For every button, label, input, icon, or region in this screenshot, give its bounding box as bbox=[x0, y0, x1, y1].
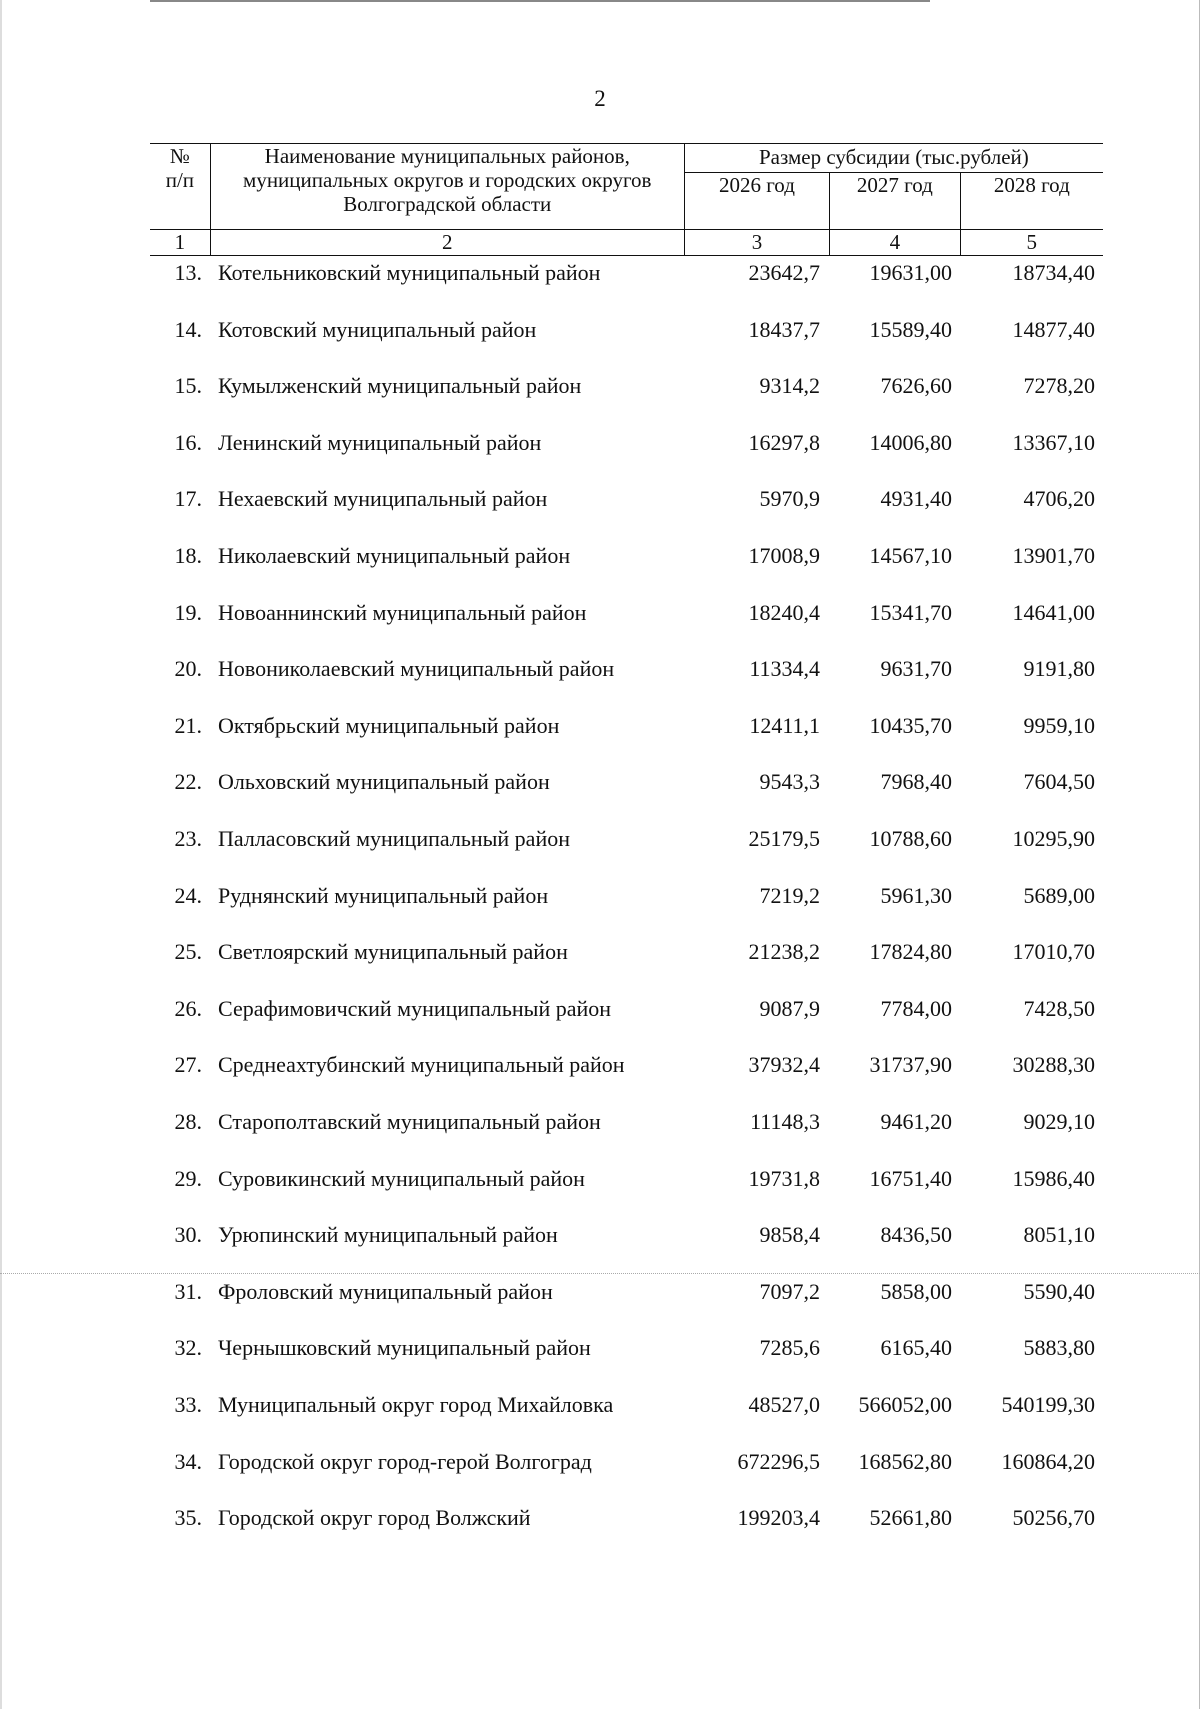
row-value-2028: 18734,40 bbox=[1012, 260, 1095, 285]
row-number: 14. bbox=[174, 317, 202, 342]
row-number: 26. bbox=[174, 996, 202, 1021]
row-value-2027: 10435,70 bbox=[869, 713, 952, 738]
table-row bbox=[0, 1333, 1200, 1363]
row-value-2026: 672296,5 bbox=[737, 1449, 820, 1474]
row-name: Фроловский муниципальный район bbox=[218, 1279, 553, 1304]
row-value-2028: 7604,50 bbox=[1023, 769, 1095, 794]
row-name: Новониколаевский муниципальный район bbox=[218, 656, 615, 681]
row-name: Октябрьский муниципальный район bbox=[218, 713, 560, 738]
row-name: Урюпинский муниципальный район bbox=[218, 1222, 558, 1247]
table-row bbox=[0, 824, 1200, 854]
row-name: Николаевский муниципальный район bbox=[218, 543, 571, 568]
row-value-2028: 5590,40 bbox=[1023, 1279, 1095, 1304]
table-row bbox=[0, 598, 1200, 628]
table-row bbox=[0, 937, 1200, 967]
row-value-2026: 48527,0 bbox=[748, 1392, 820, 1417]
row-name: Серафимовичский муниципальный район bbox=[218, 996, 612, 1021]
table-row bbox=[0, 994, 1200, 1024]
row-value-2027: 7626,60 bbox=[880, 373, 952, 398]
row-number: 15. bbox=[174, 373, 202, 398]
table-row bbox=[0, 1050, 1200, 1080]
header-index: 5 bbox=[960, 230, 1103, 256]
row-value-2028: 14641,00 bbox=[1012, 600, 1095, 625]
row-number: 29. bbox=[174, 1166, 202, 1191]
row-name: Городской округ город Волжский bbox=[218, 1505, 531, 1530]
table-row bbox=[0, 767, 1200, 797]
row-value-2027: 15341,70 bbox=[869, 600, 952, 625]
row-value-2028: 7428,50 bbox=[1023, 996, 1095, 1021]
row-value-2027: 8436,50 bbox=[880, 1222, 952, 1247]
row-value-2028: 9191,80 bbox=[1023, 656, 1095, 681]
row-value-2028: 9959,10 bbox=[1023, 713, 1095, 738]
table-row bbox=[0, 1277, 1200, 1307]
header-col-number: № п/п bbox=[150, 144, 210, 230]
scan-noise-line bbox=[0, 1273, 1200, 1274]
row-name: Палласовский муниципальный район bbox=[218, 826, 570, 851]
row-number: 31. bbox=[174, 1279, 202, 1304]
row-value-2028: 7278,20 bbox=[1023, 373, 1095, 398]
row-value-2028: 10295,90 bbox=[1012, 826, 1095, 851]
table-row bbox=[0, 654, 1200, 684]
row-number: 22. bbox=[174, 769, 202, 794]
row-name: Ленинский муниципальный район bbox=[218, 430, 542, 455]
row-value-2027: 4931,40 bbox=[880, 486, 952, 511]
row-value-2028: 17010,70 bbox=[1012, 939, 1095, 964]
row-number: 17. bbox=[174, 486, 202, 511]
scan-edge bbox=[150, 0, 930, 2]
row-name: Котовский муниципальный район bbox=[218, 317, 537, 342]
row-value-2028: 15986,40 bbox=[1012, 1166, 1095, 1191]
row-value-2027: 31737,90 bbox=[869, 1052, 952, 1077]
header-index: 2 bbox=[210, 230, 684, 256]
row-value-2027: 19631,00 bbox=[869, 260, 952, 285]
table-row bbox=[0, 1164, 1200, 1194]
row-number: 24. bbox=[174, 883, 202, 908]
row-value-2026: 11148,3 bbox=[750, 1109, 820, 1134]
row-value-2026: 25179,5 bbox=[748, 826, 820, 851]
page-number: 2 bbox=[594, 86, 606, 111]
row-name: Городской округ город-герой Волгоград bbox=[218, 1449, 592, 1474]
row-value-2026: 7285,6 bbox=[759, 1335, 820, 1360]
row-value-2027: 17824,80 bbox=[869, 939, 952, 964]
row-name: Среднеахтубинский муниципальный район bbox=[218, 1052, 625, 1077]
row-number: 18. bbox=[174, 543, 202, 568]
row-value-2027: 14006,80 bbox=[869, 430, 952, 455]
row-value-2026: 9543,3 bbox=[759, 769, 820, 794]
row-number: 25. bbox=[174, 939, 202, 964]
row-number: 33. bbox=[174, 1392, 202, 1417]
row-value-2027: 15589,40 bbox=[869, 317, 952, 342]
row-value-2027: 14567,10 bbox=[869, 543, 952, 568]
row-value-2026: 19731,8 bbox=[748, 1166, 820, 1191]
row-value-2026: 16297,8 bbox=[748, 430, 820, 455]
header-subsidy-title: Размер субсидии (тыс.рублей) bbox=[684, 144, 1103, 173]
row-value-2027: 9631,70 bbox=[880, 656, 952, 681]
row-value-2026: 11334,4 bbox=[749, 656, 820, 681]
table-row bbox=[0, 371, 1200, 401]
row-value-2026: 17008,9 bbox=[748, 543, 820, 568]
table-row bbox=[0, 1390, 1200, 1420]
table-header bbox=[150, 143, 1103, 256]
row-name: Ольховский муниципальный район bbox=[218, 769, 550, 794]
row-value-2026: 18437,7 bbox=[748, 317, 820, 342]
table-row bbox=[0, 541, 1200, 571]
header-year-2026: 2026 год bbox=[684, 173, 829, 230]
row-number: 13. bbox=[174, 260, 202, 285]
row-value-2027: 566052,00 bbox=[858, 1392, 952, 1417]
row-name: Руднянский муниципальный район bbox=[218, 883, 549, 908]
row-number: 34. bbox=[174, 1449, 202, 1474]
row-value-2028: 5883,80 bbox=[1023, 1335, 1095, 1360]
row-value-2027: 168562,80 bbox=[858, 1449, 952, 1474]
row-value-2028: 8051,10 bbox=[1023, 1222, 1095, 1247]
row-value-2026: 12411,1 bbox=[749, 713, 820, 738]
row-name: Нехаевский муниципальный район bbox=[218, 486, 548, 511]
row-value-2028: 540199,30 bbox=[1001, 1392, 1095, 1417]
row-value-2028: 30288,30 bbox=[1012, 1052, 1095, 1077]
row-value-2026: 9314,2 bbox=[759, 373, 820, 398]
row-name: Чернышковский муниципальный район bbox=[218, 1335, 591, 1360]
row-value-2026: 9087,9 bbox=[759, 996, 820, 1021]
row-value-2027: 5858,00 bbox=[880, 1279, 952, 1304]
row-value-2028: 13901,70 bbox=[1012, 543, 1095, 568]
row-value-2028: 5689,00 bbox=[1023, 883, 1095, 908]
header-year-2028: 2028 год bbox=[993, 173, 1070, 197]
row-value-2026: 5970,9 bbox=[759, 486, 820, 511]
row-value-2027: 7968,40 bbox=[880, 769, 952, 794]
row-value-2027: 5961,30 bbox=[880, 883, 952, 908]
row-value-2028: 13367,10 bbox=[1012, 430, 1095, 455]
row-value-2026: 199203,4 bbox=[737, 1505, 820, 1530]
table-row bbox=[0, 315, 1200, 345]
row-name: Кумылженский муниципальный район bbox=[218, 373, 582, 398]
row-value-2028: 9029,10 bbox=[1023, 1109, 1095, 1134]
header-index: 4 bbox=[830, 230, 960, 256]
row-value-2026: 7219,2 bbox=[759, 883, 820, 908]
table-row bbox=[0, 484, 1200, 514]
table-row bbox=[0, 881, 1200, 911]
table-row bbox=[0, 1447, 1200, 1477]
row-number: 20. bbox=[174, 656, 202, 681]
header-col-name: Наименование муниципальных районов, муниципальных округов и городских округов Волгоградской области bbox=[210, 144, 684, 230]
row-number: 16. bbox=[174, 430, 202, 455]
row-value-2027: 16751,40 bbox=[869, 1166, 952, 1191]
table-row bbox=[0, 1503, 1200, 1533]
row-number: 21. bbox=[174, 713, 202, 738]
row-number: 28. bbox=[174, 1109, 202, 1134]
row-value-2027: 7784,00 bbox=[880, 996, 952, 1021]
row-value-2026: 7097,2 bbox=[759, 1279, 820, 1304]
row-value-2028: 14877,40 bbox=[1012, 317, 1095, 342]
row-value-2027: 9461,20 bbox=[880, 1109, 952, 1134]
table-row bbox=[0, 258, 1200, 288]
row-value-2026: 9858,4 bbox=[759, 1222, 820, 1247]
row-name: Суровикинский муниципальный район bbox=[218, 1166, 585, 1191]
table-row bbox=[0, 711, 1200, 741]
row-value-2026: 18240,4 bbox=[748, 600, 820, 625]
row-number: 30. bbox=[174, 1222, 202, 1247]
row-value-2026: 21238,2 bbox=[748, 939, 820, 964]
row-value-2028: 4706,20 bbox=[1023, 486, 1095, 511]
row-value-2026: 37932,4 bbox=[748, 1052, 820, 1077]
row-value-2028: 160864,20 bbox=[1001, 1449, 1095, 1474]
row-number: 19. bbox=[174, 600, 202, 625]
row-number: 32. bbox=[174, 1335, 202, 1360]
row-value-2027: 6165,40 bbox=[880, 1335, 952, 1360]
row-name: Старополтавский муниципальный район bbox=[218, 1109, 601, 1134]
table-row bbox=[0, 428, 1200, 458]
row-number: 23. bbox=[174, 826, 202, 851]
row-value-2028: 50256,70 bbox=[1012, 1505, 1095, 1530]
header-year-2027: 2027 год bbox=[830, 173, 960, 230]
table-row bbox=[0, 1107, 1200, 1137]
row-value-2026: 23642,7 bbox=[748, 260, 820, 285]
row-name: Светлоярский муниципальный район bbox=[218, 939, 568, 964]
row-name: Котельниковский муниципальный район bbox=[218, 260, 601, 285]
row-number: 35. bbox=[174, 1505, 202, 1530]
row-value-2027: 10788,60 bbox=[869, 826, 952, 851]
row-value-2027: 52661,80 bbox=[869, 1505, 952, 1530]
header-index: 3 bbox=[684, 230, 829, 256]
row-number: 27. bbox=[174, 1052, 202, 1077]
header-index: 1 bbox=[150, 230, 210, 256]
row-name: Новоаннинский муниципальный район bbox=[218, 600, 587, 625]
table-row bbox=[0, 1220, 1200, 1250]
row-name: Муниципальный округ город Михайловка bbox=[218, 1392, 614, 1417]
